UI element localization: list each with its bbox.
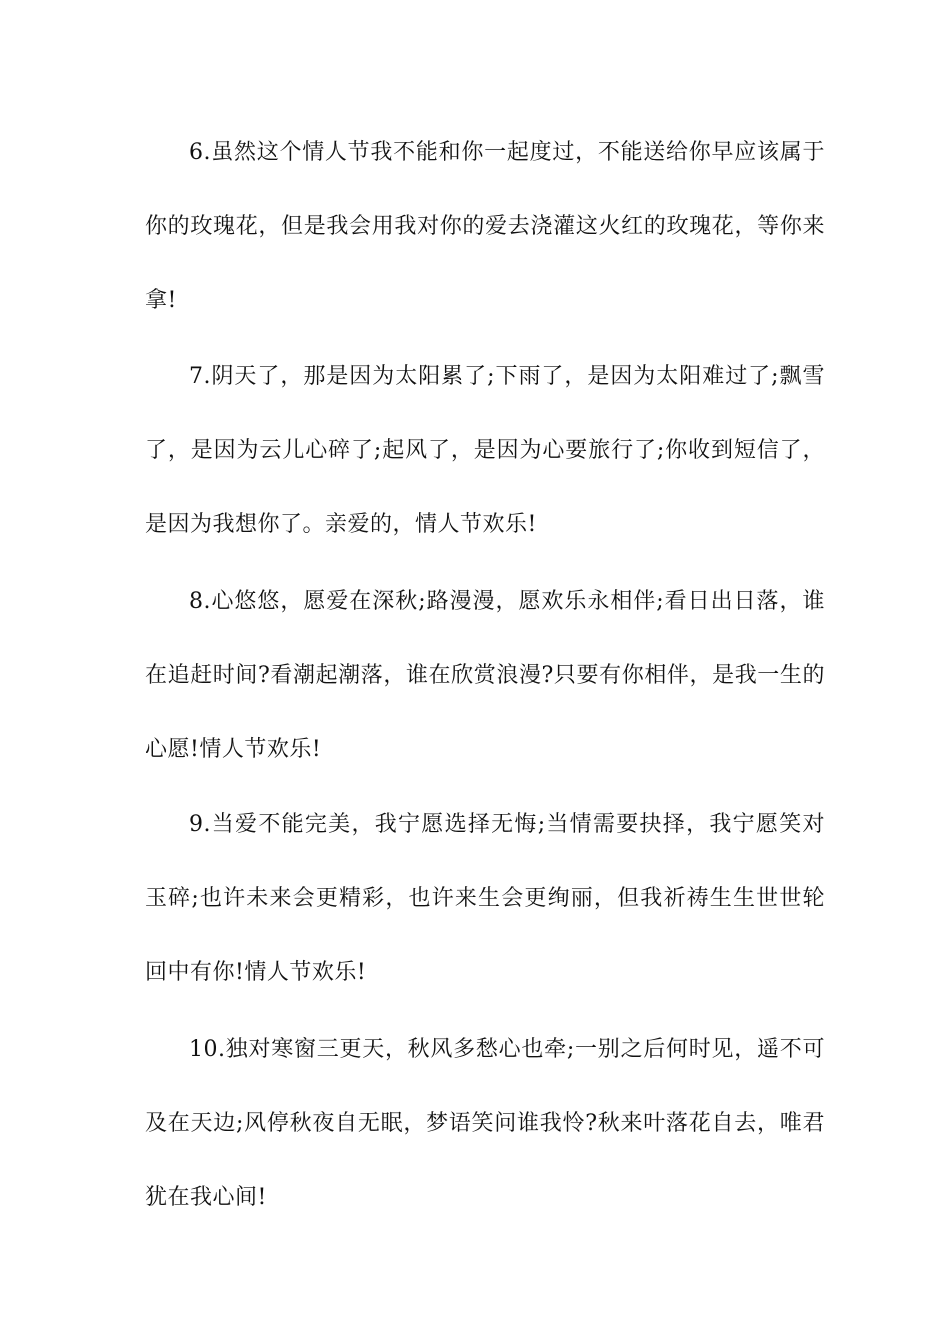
- paragraph-6: 6.虽然这个情人节我不能和你一起度过，不能送给你早应该属于你的玫瑰花，但是我会用我对你的爱去浇灌这火红的玫瑰花，等你来拿!: [145, 140, 825, 313]
- paragraph-9: 9.当爱不能完美，我宁愿选择无悔;当情需要抉择，我宁愿笑对玉碎;也许未来会更精彩，也许来生会更绚丽，但我祈祷生生世世轮回中有你!情人节欢乐!: [145, 812, 825, 985]
- paragraph-8: 8.心悠悠，愿爱在深秋;路漫漫，愿欢乐永相伴;看日出日落，谁在追赶时间?看潮起潮落，谁在欣赏浪漫?只要有你相伴，是我一生的心愿!情人节欢乐!: [145, 589, 825, 762]
- paragraph-7: 7.阴天了，那是因为太阳累了;下雨了，是因为太阳难过了;飘雪了，是因为云儿心碎了;起风了，是因为心要旅行了;你收到短信了，是因为我想你了。亲爱的，情人节欢乐!: [145, 364, 825, 537]
- paragraph-10: 10.独对寒窗三更天，秋风多愁心也牵;一别之后何时见，遥不可及在天边;风停秋夜自无眠，梦语笑问谁我怜?秋来叶落花自去，唯君犹在我心间!: [145, 1037, 825, 1210]
